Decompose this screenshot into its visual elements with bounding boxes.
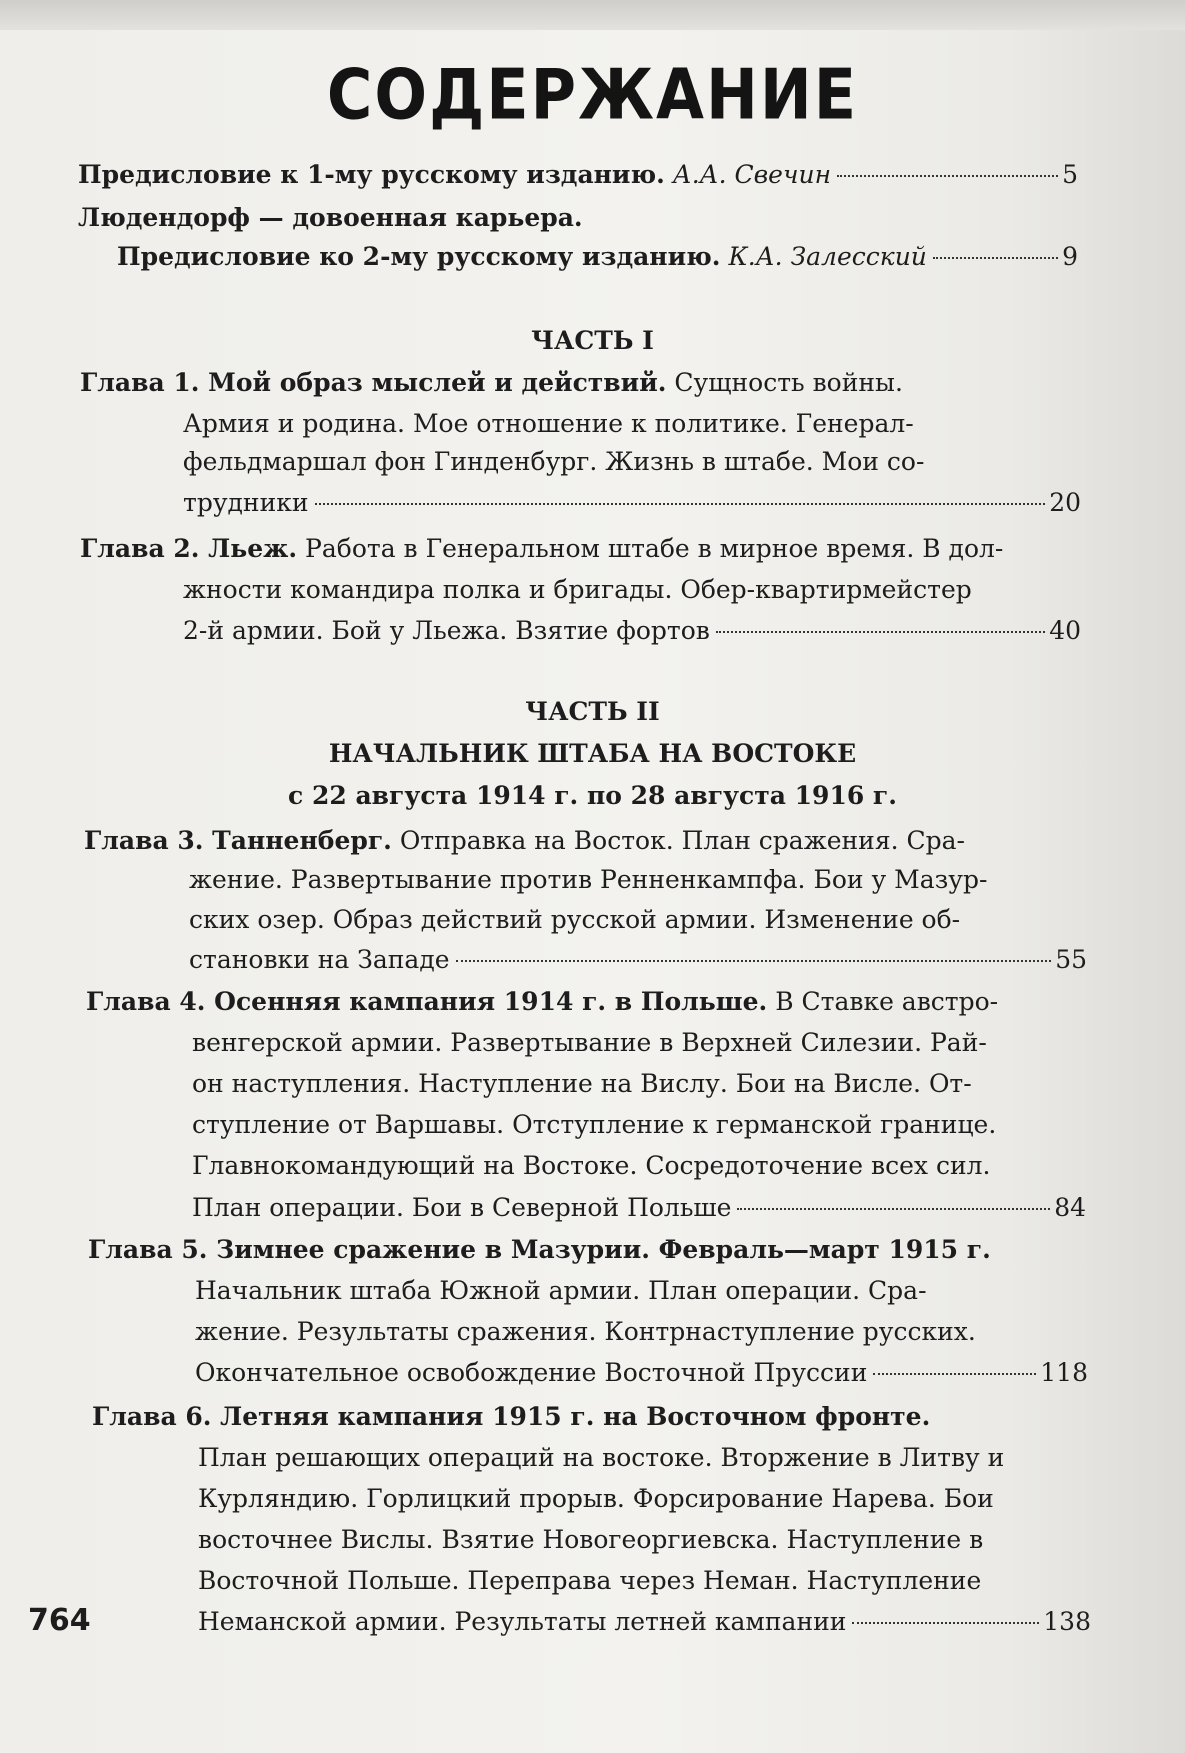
chapter-5-line: Начальник штаба Южной армии. План операции. Сра- [195, 1276, 927, 1305]
leader-dots [933, 257, 1058, 259]
chapter-6-line: План решающих операций на востоке. Вторжение в Литву и [198, 1443, 1005, 1472]
part-2-label: ЧАСТЬ II [525, 697, 660, 726]
toc-entry-chapter-2 [80, 534, 1003, 564]
part-2-dates: с 22 августа 1914 г. по 28 августа 1916 г. [288, 781, 897, 810]
toc-entry-chapter-3 [84, 826, 965, 856]
chapter-6-line: восточнее Вислы. Взятие Новогеоргиевска. Наступление в [198, 1525, 984, 1554]
chapter-4-line: он наступления. Наступление на Вислу. Бои на Висле. От- [192, 1069, 972, 1098]
chapter-2-title: Глава 2. Льеж. [80, 534, 298, 563]
chapter-2-line: 2-й армии. Бой у Льежа. Взятие фортов [183, 616, 710, 645]
folio-page-number: 764 [28, 1603, 91, 1638]
preface-2-author: К.А. Залесский [728, 242, 927, 271]
chapter-3-last-line [189, 945, 1087, 975]
page-number: 118 [1040, 1358, 1088, 1387]
chapter-3-line: становки на Западе [189, 945, 450, 974]
chapter-5-last-line [195, 1358, 1088, 1388]
chapter-4-line: ступление от Варшавы. Отступление к германской границе. [192, 1110, 997, 1139]
chapter-1-last-line [183, 488, 1081, 518]
chapter-6-line: Курляндию. Горлицкий прорыв. Форсирование Нарева. Бои [198, 1484, 994, 1513]
part-2-title: НАЧАЛЬНИК ШТАБА НА ВОСТОКЕ [328, 739, 857, 768]
chapter-4-line: Главнокомандующий на Востоке. Сосредоточение всех сил. [192, 1151, 991, 1180]
chapter-4-line: венгерской армии. Развертывание в Верхней Силезии. Рай- [192, 1028, 987, 1057]
chapter-1-line: Армия и родина. Мое отношение к политике. Генерал- [183, 409, 914, 438]
chapter-3-title: Глава 3. Танненберг. [84, 826, 392, 855]
chapter-6-line: Неманской армии. Результаты летней кампании [198, 1607, 847, 1636]
toc-entry-chapter-6: Глава 6. Летняя кампания 1915 г. на Восточном фронте. [92, 1402, 931, 1431]
toc-entry-chapter-5: Глава 5. Зимнее сражение в Мазурии. Февраль—март 1915 г. [88, 1235, 991, 1264]
chapter-6-last-line [198, 1607, 1091, 1637]
chapter-2-line: Работа в Генеральном штабе в мирное время. В дол- [305, 534, 1004, 563]
leader-dots [837, 175, 1058, 177]
preface-1-author: А.А. Свечин [672, 160, 832, 189]
page-number: 9 [1062, 242, 1078, 271]
chapter-1-line: трудники [183, 488, 309, 517]
chapter-3-line: Отправка на Восток. План сражения. Сра- [399, 826, 965, 855]
chapter-4-line: В Ставке австро- [775, 987, 999, 1016]
toc-entry-career: Людендорф — довоенная карьера. [78, 203, 583, 232]
chapter-5-line: жение. Результаты сражения. Контрнаступление русских. [195, 1317, 976, 1346]
chapter-4-title: Глава 4. Осенняя кампания 1914 г. в Польше. [86, 987, 768, 1016]
leader-dots [873, 1373, 1036, 1375]
page-number: 40 [1049, 616, 1081, 645]
preface-2-title: Предисловие ко 2-му русскому изданию. [117, 242, 721, 271]
chapter-4-last-line [192, 1193, 1086, 1223]
chapter-3-line: ских озер. Образ действий русской армии. Изменение об- [189, 905, 961, 934]
leader-dots [456, 960, 1052, 962]
page-number: 55 [1055, 945, 1087, 974]
chapter-3-line: жение. Развертывание против Ренненкампфа. Бои у Мазур- [189, 865, 988, 894]
chapter-2-last-line [183, 616, 1081, 646]
part-1-label: ЧАСТЬ I [531, 326, 654, 355]
chapter-5-line: Окончательное освобождение Восточной Пруссии [195, 1358, 868, 1387]
leader-dots [315, 503, 1046, 505]
chapter-1-subtitle: Сущность войны. [674, 368, 903, 397]
toc-entry-preface-2 [117, 242, 1078, 272]
leader-dots [716, 631, 1045, 633]
toc-entry-preface-1 [78, 160, 1078, 190]
page-number: 84 [1054, 1193, 1086, 1222]
preface-1-title: Предисловие к 1-му русскому изданию. [78, 160, 665, 189]
chapter-4-line: План операции. Бои в Северной Польше [192, 1193, 732, 1222]
chapter-2-line: жности командира полка и бригады. Обер-квартирмейстер [183, 575, 972, 604]
page-number: 20 [1049, 488, 1081, 517]
leader-dots [737, 1208, 1050, 1210]
toc-entry-chapter-4 [86, 987, 998, 1017]
chapter-6-line: Восточной Польше. Переправа через Неман. Наступление [198, 1566, 982, 1595]
page-number: 5 [1062, 160, 1078, 189]
leader-dots [852, 1622, 1039, 1624]
toc-entry-chapter-1 [80, 368, 903, 398]
page-top-edge [0, 0, 1185, 30]
page-title: СОДЕРЖАНИЕ [326, 53, 859, 136]
chapter-1-line: фельдмаршал фон Гинденбург. Жизнь в штабе. Мои со- [183, 447, 925, 476]
page-number: 138 [1043, 1607, 1091, 1636]
chapter-1-title: Глава 1. Мой образ мыслей и действий. [80, 368, 667, 397]
